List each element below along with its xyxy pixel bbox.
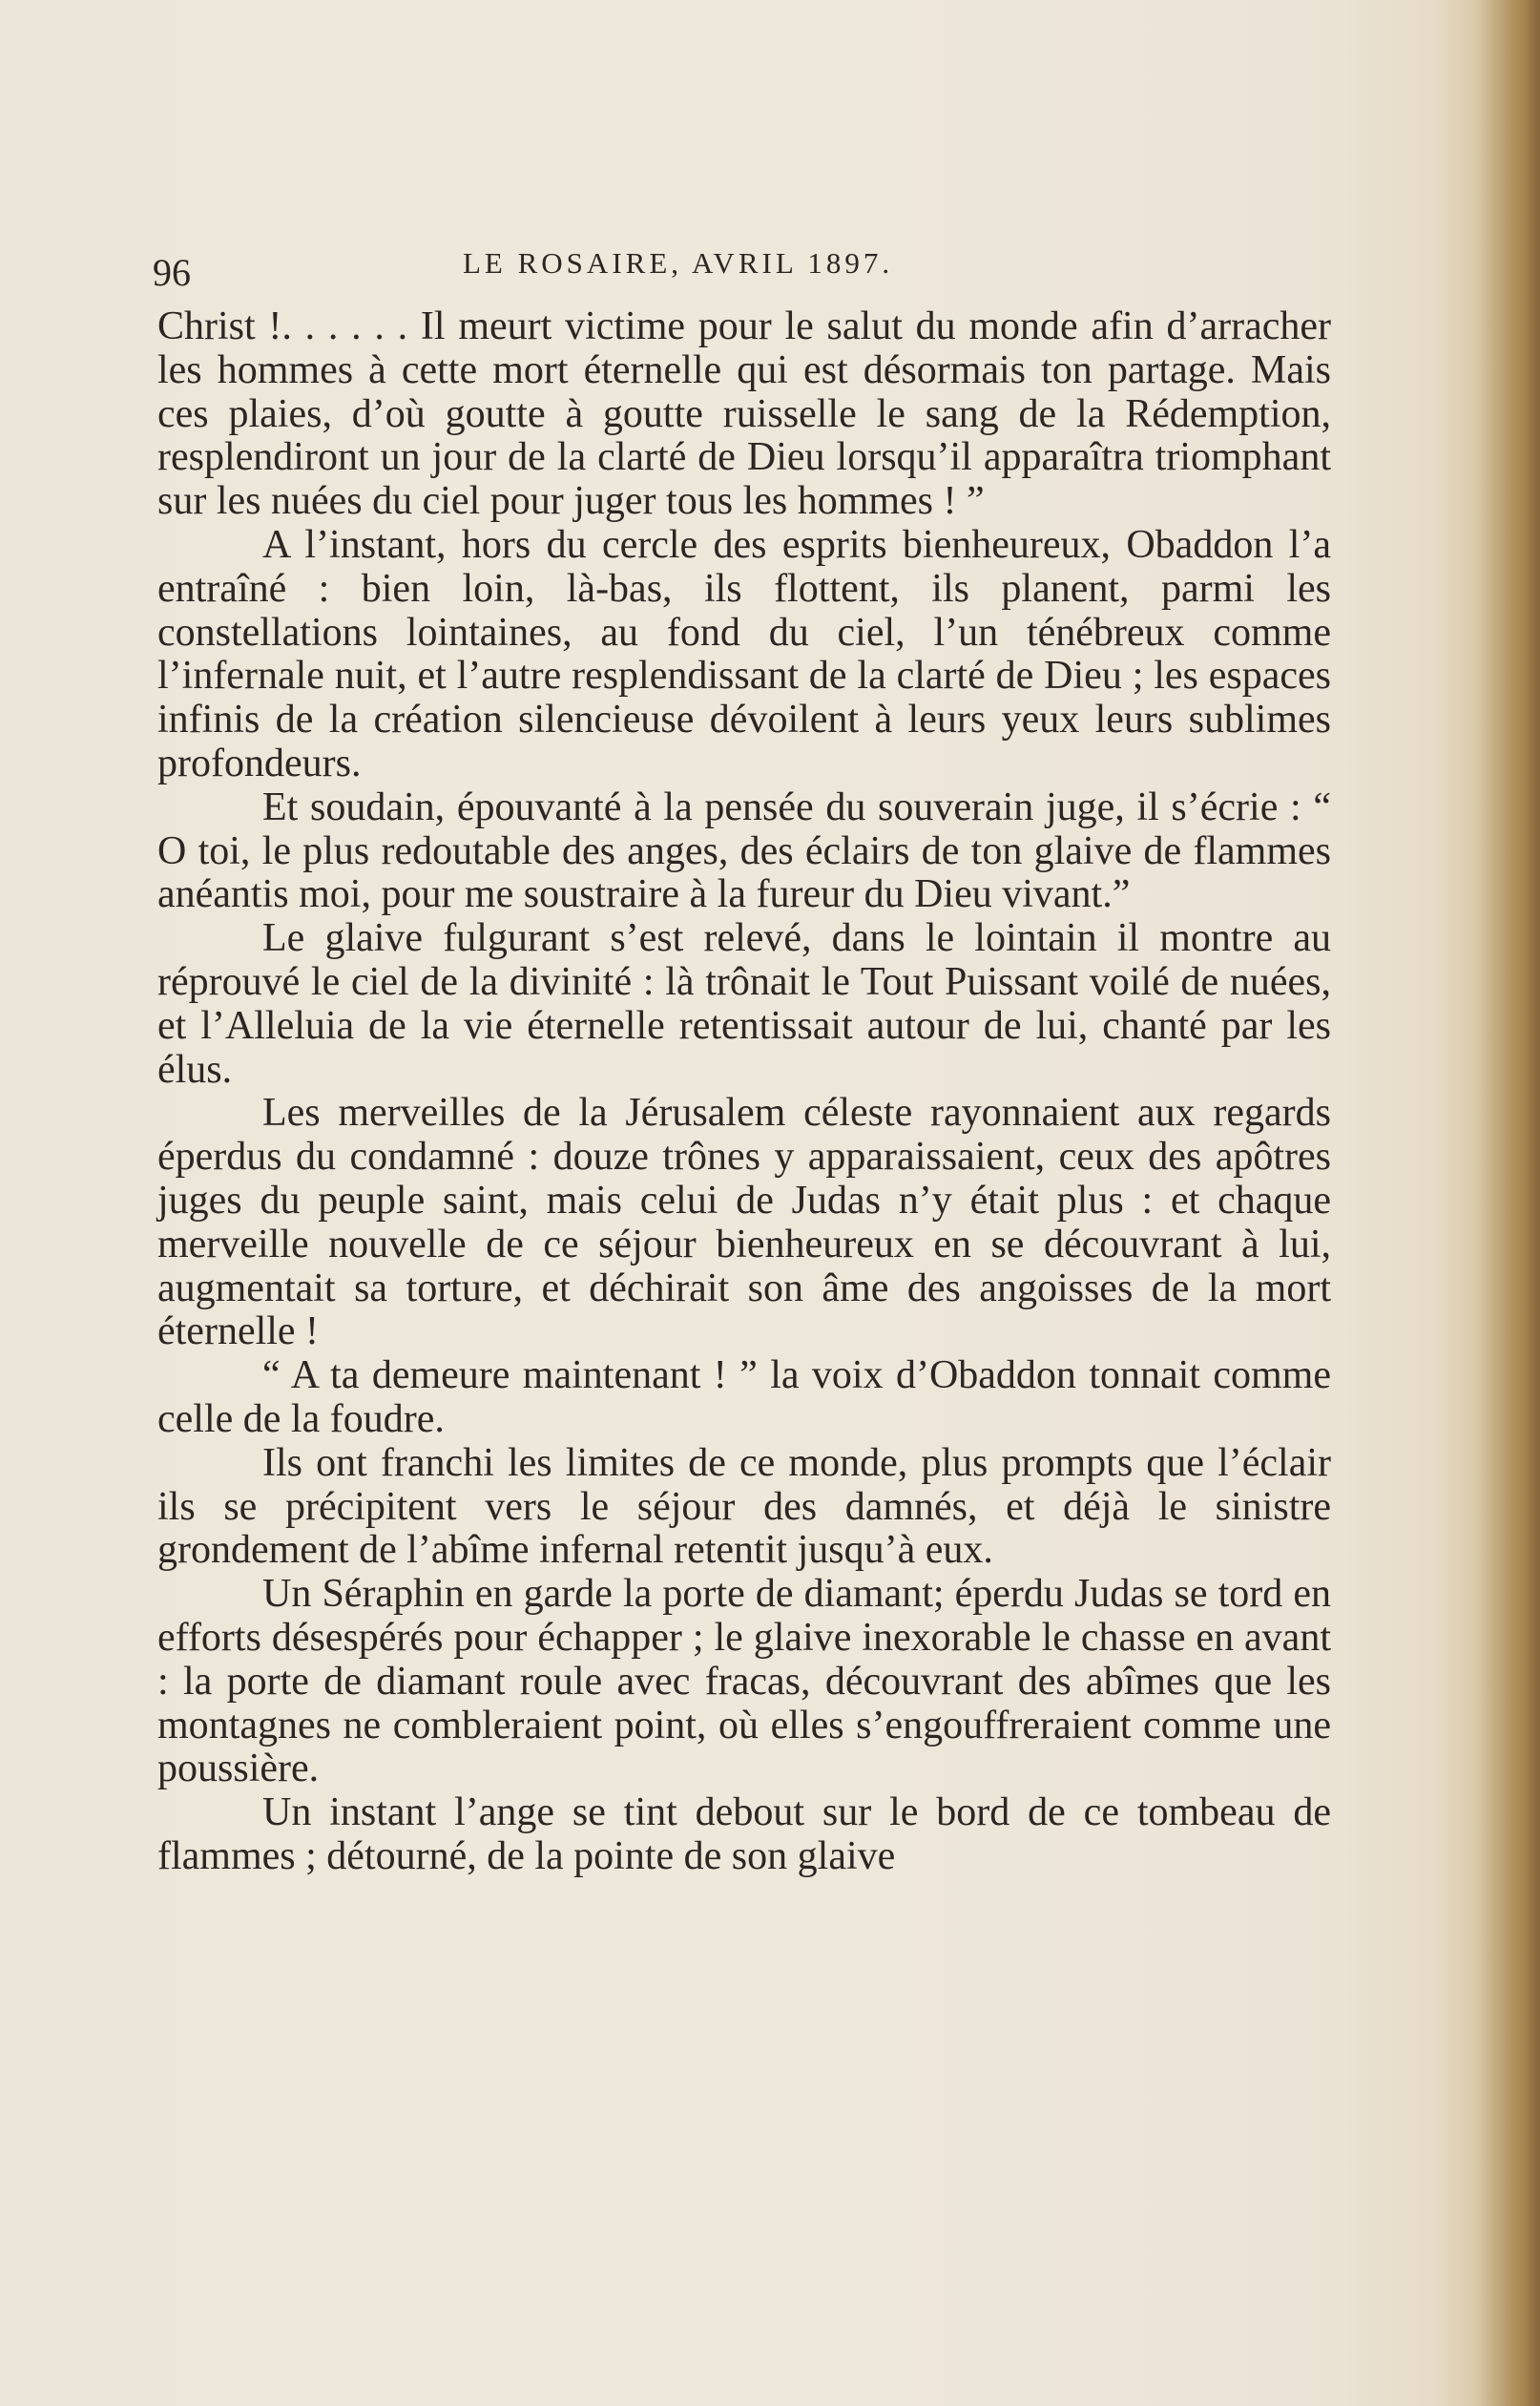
- paragraph: Le glaive fulgurant s’est relevé, dans le lointain il montre au réprouvé le ciel de la divinité : là trônait le Tout Puissant voilé de nuées, et l’Alleluia de la vie éternelle retentissait autour de lui, chanté par les élus.: [157, 916, 1331, 1092]
- body-text: [157, 305, 1331, 1879]
- paragraph: Un instant l’ange se tint debout sur le bord de ce tombeau de flammes ; détourné, de la pointe de son glaive: [157, 1790, 1331, 1878]
- paragraph-continuation: Christ !. . . . . . Il meurt victime pour le salut du monde afin d’arracher les hommes à cette mort éternelle qui est désormais ton partage. Mais ces plaies, d’où goutte à goutte ruisselle le sang de la Rédemption, resplendiront un jour de la clarté de Dieu lorsqu’il apparaîtra triomphant sur les nuées du ciel pour juger tous les hommes ! ”: [157, 304, 1331, 524]
- running-title: LE ROSAIRE, AVRIL 1897.: [463, 246, 894, 280]
- page-header: [153, 241, 1336, 298]
- paragraph: Les merveilles de la Jérusalem céleste rayonnaient aux regards éperdus du condamné : douze trônes y apparaissaient, ceux des apôtres juges du peuple saint, mais celui de Judas n’y était plus : et chaque merveille nouvelle de ce séjour bienheureux en se découvrant à lui, augmentait sa torture, et déchirait son âme des angoisses de la mort éternelle !: [157, 1091, 1331, 1354]
- paragraph: Ils ont franchi les limites de ce monde, plus prompts que l’éclair ils se précipitent vers le séjour des damnés, et déjà le sinistre grondement de l’abîme infernal retentit jusqu’à eux.: [157, 1440, 1331, 1573]
- page-number: 96: [153, 251, 191, 294]
- paragraph: “ A ta demeure maintenant ! ” la voix d’Obaddon tonnait comme celle de la foudre.: [157, 1353, 1331, 1441]
- paragraph: A l’instant, hors du cercle des esprits bienheureux, Obaddon l’a entraîné : bien loin, là-bas, ils flottent, ils planent, parmi les constellations lointaines, au fond du ciel, l’un ténébreux comme l’infernale nuit, et l’autre resplendissant de la clarté de Dieu ; les espaces infinis de la création silencieuse dévoilent à leurs yeux leurs sublimes profondeurs.: [157, 522, 1331, 785]
- paragraph: Et soudain, épouvanté à la pensée du souverain juge, il s’écrie : “ O toi, le plus redoutable des anges, des éclairs de ton glaive de flammes anéantis moi, pour me soustraire à la fureur du Dieu vivant.”: [157, 785, 1331, 917]
- paragraph: Un Séraphin en garde la porte de diamant; éperdu Judas se tord en efforts désespérés pour échapper ; le glaive inexorable le chasse en avant : la porte de diamant roule avec fracas, découvrant des abîmes que les montagnes ne combleraient point, où elles s’engouffreraient comme une poussière.: [157, 1572, 1331, 1791]
- page-gutter-shadow: [1473, 0, 1540, 2406]
